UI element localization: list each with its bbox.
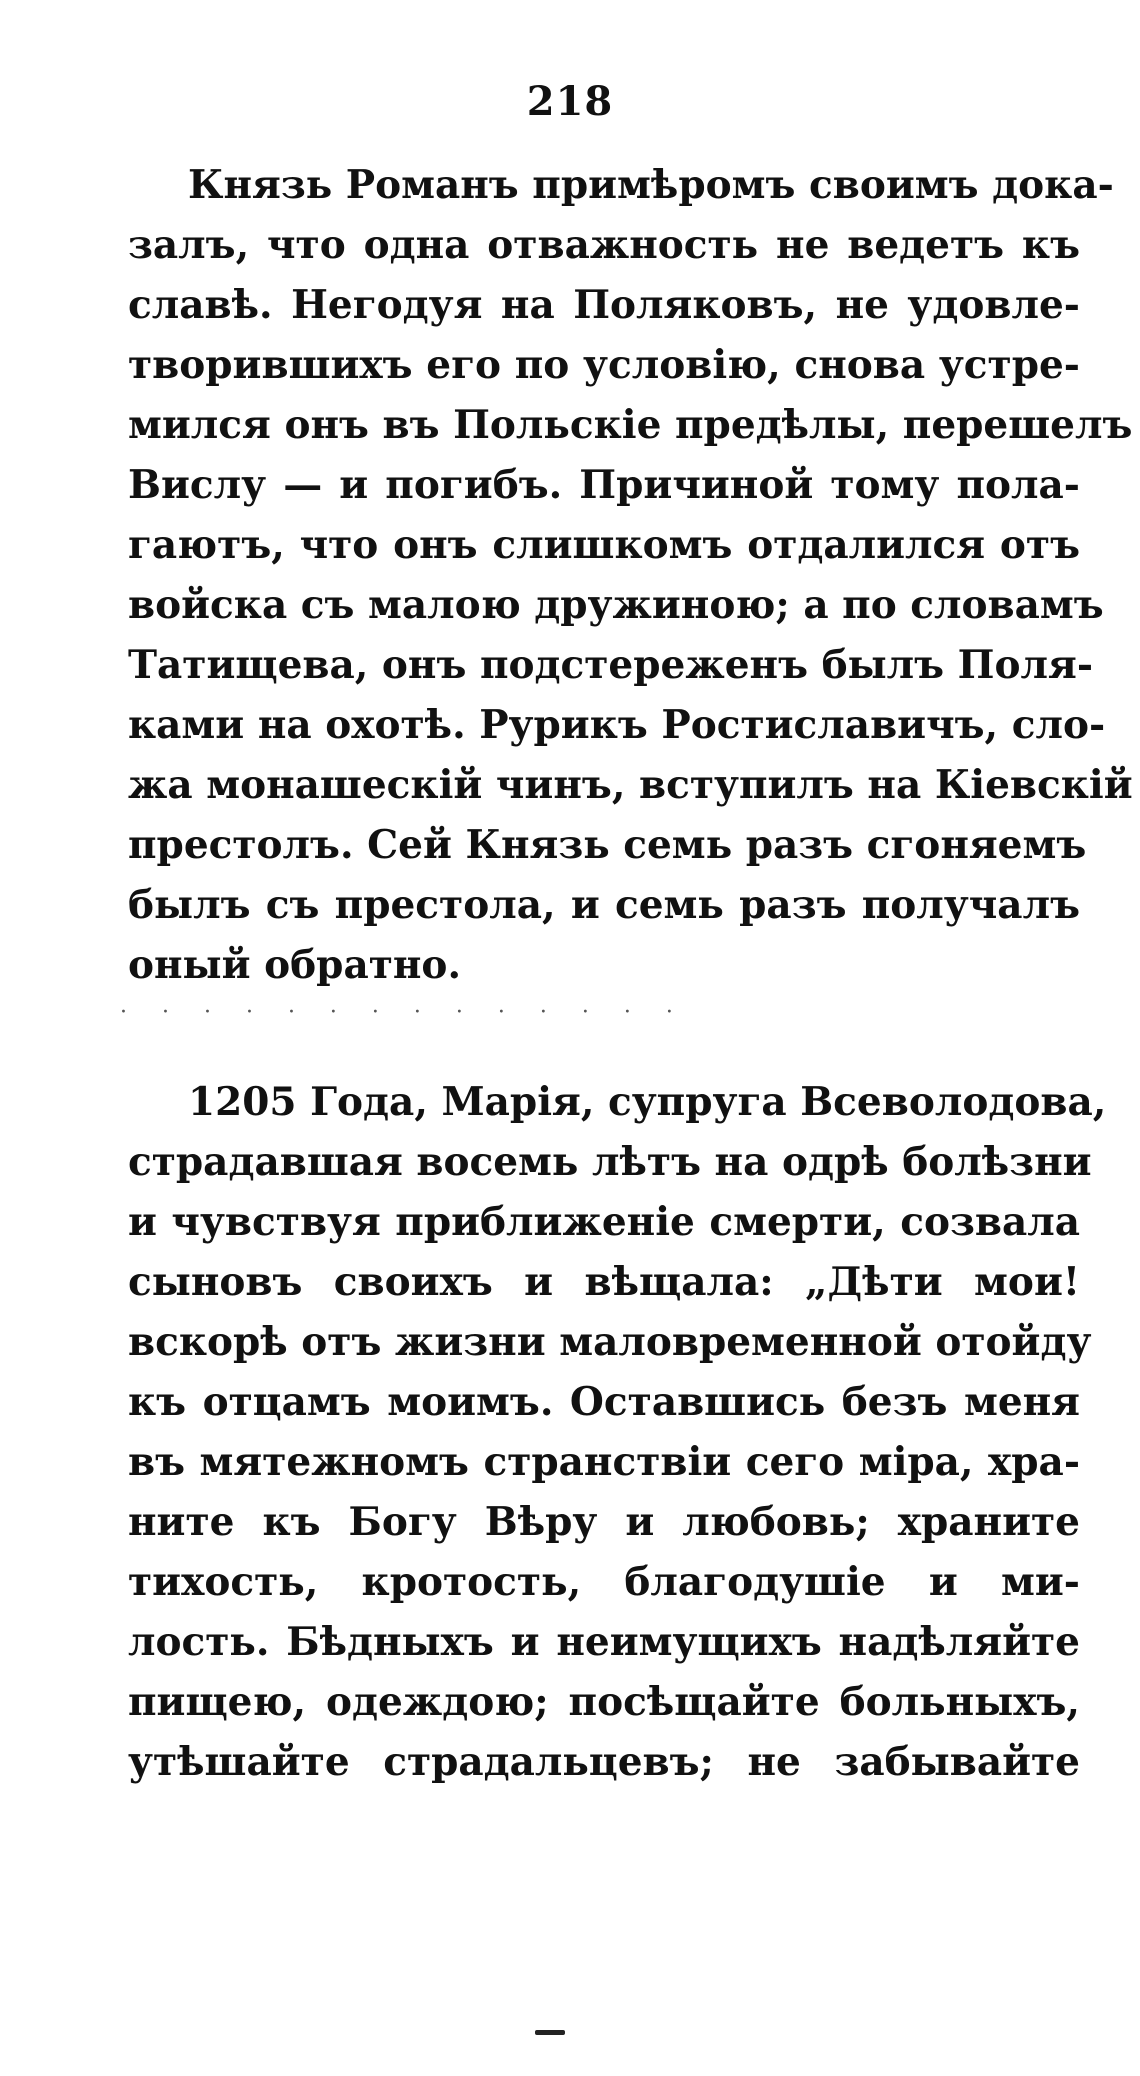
page-number: 218 — [526, 78, 614, 125]
text-line: Вислу — и погибъ. Причиной тому пола- — [128, 462, 1080, 508]
text-line: къ отцамъ моимъ. Оставшись безъ меня — [128, 1379, 1080, 1425]
text-line: пищею, одеждою; посѣщайте больныхъ, — [128, 1679, 1080, 1725]
text-line: и чувствуя приближеніе смерти, созвала — [128, 1199, 1080, 1245]
text-line: лость. Бѣдныхъ и неимущихъ надѣляйте — [128, 1619, 1080, 1665]
text-line: Татищева, онъ подстереженъ былъ Поля- — [128, 642, 1094, 688]
text-line: вскорѣ отъ жизни маловременной отойду — [128, 1319, 1092, 1365]
footer-dash-mark — [535, 2030, 565, 2035]
text-line: гаютъ, что онъ слишкомъ отдалился отъ — [128, 522, 1080, 568]
text-line: 1205 Года, Марія, супруга Всеволодова, — [188, 1079, 1107, 1125]
text-line: жа монашескій чинъ, вступилъ на Кіевскій — [128, 762, 1133, 808]
text-line: творившихъ его по условію, снова устре- — [128, 342, 1080, 388]
text-line: мился онъ въ Польскіе предѣлы, перешелъ — [128, 402, 1133, 448]
text-line: залъ, что одна отважность не ведетъ къ — [128, 222, 1080, 268]
text-line: престолъ. Сей Князь семь разъ сгоняемъ — [128, 822, 1087, 868]
text-line: славѣ. Негодуя на Поляковъ, не удовле- — [128, 282, 1080, 328]
text-line: въ мятежномъ странствіи сего міра, хра- — [128, 1439, 1080, 1485]
text-line: утѣшайте страдальцевъ; не забывайте — [128, 1739, 1080, 1785]
text-line: оный обратно. — [128, 942, 462, 988]
paragraph-1 — [128, 155, 1133, 995]
text-line: тихость, кротость, благодушіе и ми- — [128, 1559, 1080, 1605]
paragraph-2 — [128, 1072, 1107, 1792]
text-line: былъ съ престола, и семь разъ получалъ — [128, 882, 1080, 928]
text-line: сыновъ своихъ и вѣщала: „Дѣти мои! — [128, 1259, 1080, 1305]
text-line: ните къ Богу Вѣру и любовь; храните — [128, 1499, 1080, 1545]
text-line: страдавшая восемь лѣтъ на одрѣ болѣзни — [128, 1139, 1092, 1185]
scan-noise: · · · · · · · · · · · · · · — [120, 1000, 687, 1025]
text-line: Князь Романъ примѣромъ своимъ дока- — [188, 162, 1114, 208]
text-line: войска съ малою дружиною; а по словамъ — [128, 582, 1104, 628]
text-line: ками на охотѣ. Рурикъ Ростиславичъ, сло- — [128, 702, 1106, 748]
